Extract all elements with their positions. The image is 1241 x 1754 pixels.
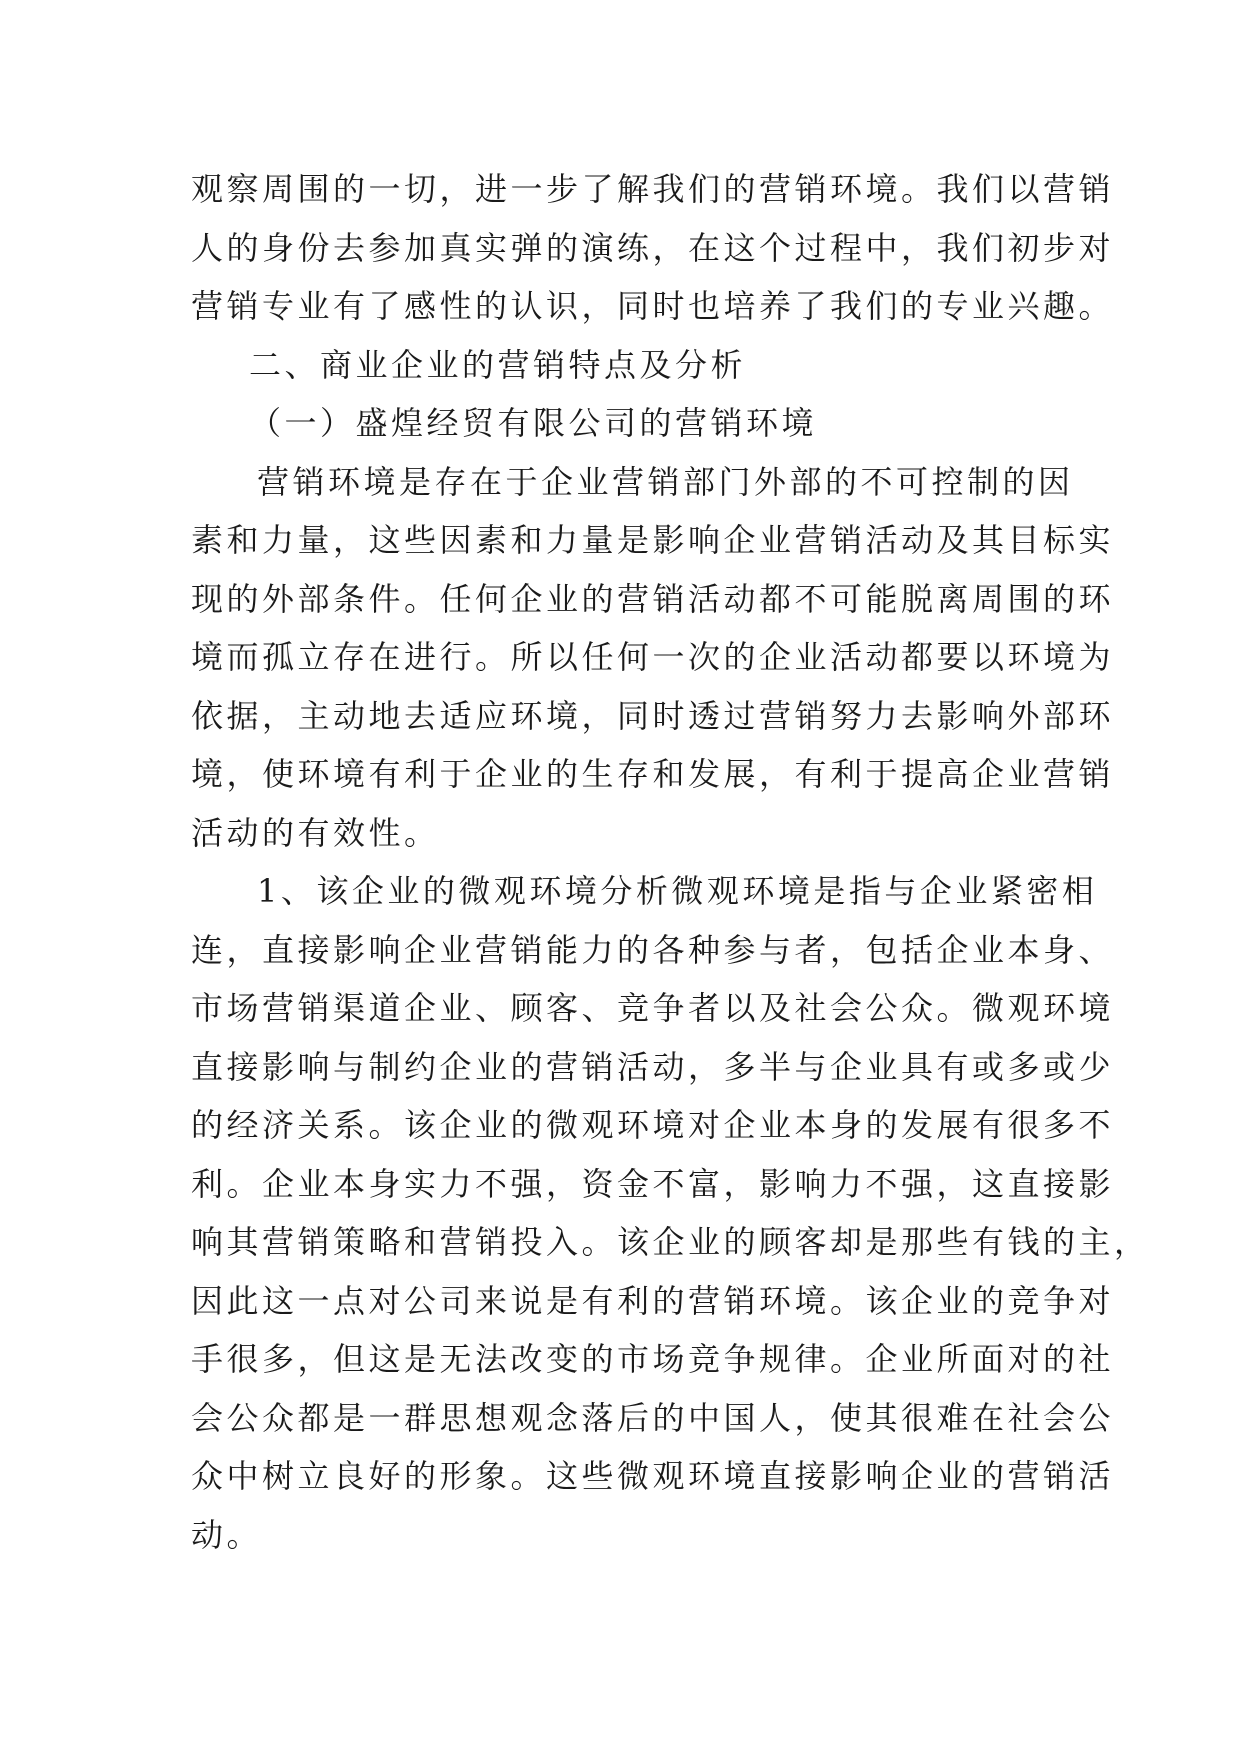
text-line: 众中树立良好的形象。这些微观环境直接影响企业的营销活 (191, 1457, 1115, 1495)
paragraph-start: 1、该企业的微观环境分析微观环境是指与企业紧密相 (257, 872, 1098, 910)
text-line: 的经济关系。该企业的微观环境对企业本身的发展有很多不 (191, 1106, 1115, 1144)
text-line: 人的身份去参加真实弹的演练，在这个过程中，我们初步对 (191, 228, 1115, 267)
text-line: 响其营销策略和营销投入。该企业的顾客却是那些有钱的主， (191, 1223, 1150, 1261)
text-line: 活动的有效性。 (191, 813, 440, 852)
text-line: 观察周围的一切，进一步了解我们的营销环境。我们以营销 (191, 170, 1115, 208)
text-line: 利。企业本身实力不强，资金不富，影响力不强，这直接影 (191, 1164, 1115, 1203)
text-line: 连，直接影响企业营销能力的各种参与者，包括企业本身、 (191, 930, 1115, 969)
text-line: 境，使环境有利于企业的生存和发展，有利于提高企业营销 (191, 755, 1115, 793)
subsection-heading: （一）盛煌经贸有限公司的营销环境 (249, 404, 818, 442)
text-line: 会公众都是一群思想观念落后的中国人，使其很难在社会公 (191, 1398, 1115, 1437)
body-text (191, 160, 1150, 1564)
text-line: 市场营销渠道企业、顾客、竞争者以及社会公众。微观环境 (191, 989, 1115, 1027)
text-line: 境而孤立存在进行。所以任何一次的企业活动都要以环境为 (191, 638, 1115, 676)
text-line: 直接影响与制约企业的营销活动，多半与企业具有或多或少 (191, 1047, 1115, 1086)
paragraph-start: 营销环境是存在于企业营销部门外部的不可控制的因 (257, 462, 1074, 501)
text-line: 因此这一点对公司来说是有利的营销环境。该企业的竞争对 (191, 1281, 1115, 1320)
text-line: 依据，主动地去适应环境，同时透过营销努力去影响外部环 (191, 696, 1115, 735)
section-heading: 二、商业企业的营销特点及分析 (249, 345, 747, 384)
text-line: 素和力量，这些因素和力量是影响企业营销活动及其目标实 (191, 521, 1115, 559)
text-line: 现的外部条件。任何企业的营销活动都不可能脱离周围的环 (191, 579, 1115, 618)
text-line: 动。 (191, 1515, 263, 1554)
text-line: 手很多，但这是无法改变的市场竞争规律。企业所面对的社 (191, 1340, 1115, 1378)
text-line: 营销专业有了感性的认识，同时也培养了我们的专业兴趣。 (191, 287, 1115, 325)
